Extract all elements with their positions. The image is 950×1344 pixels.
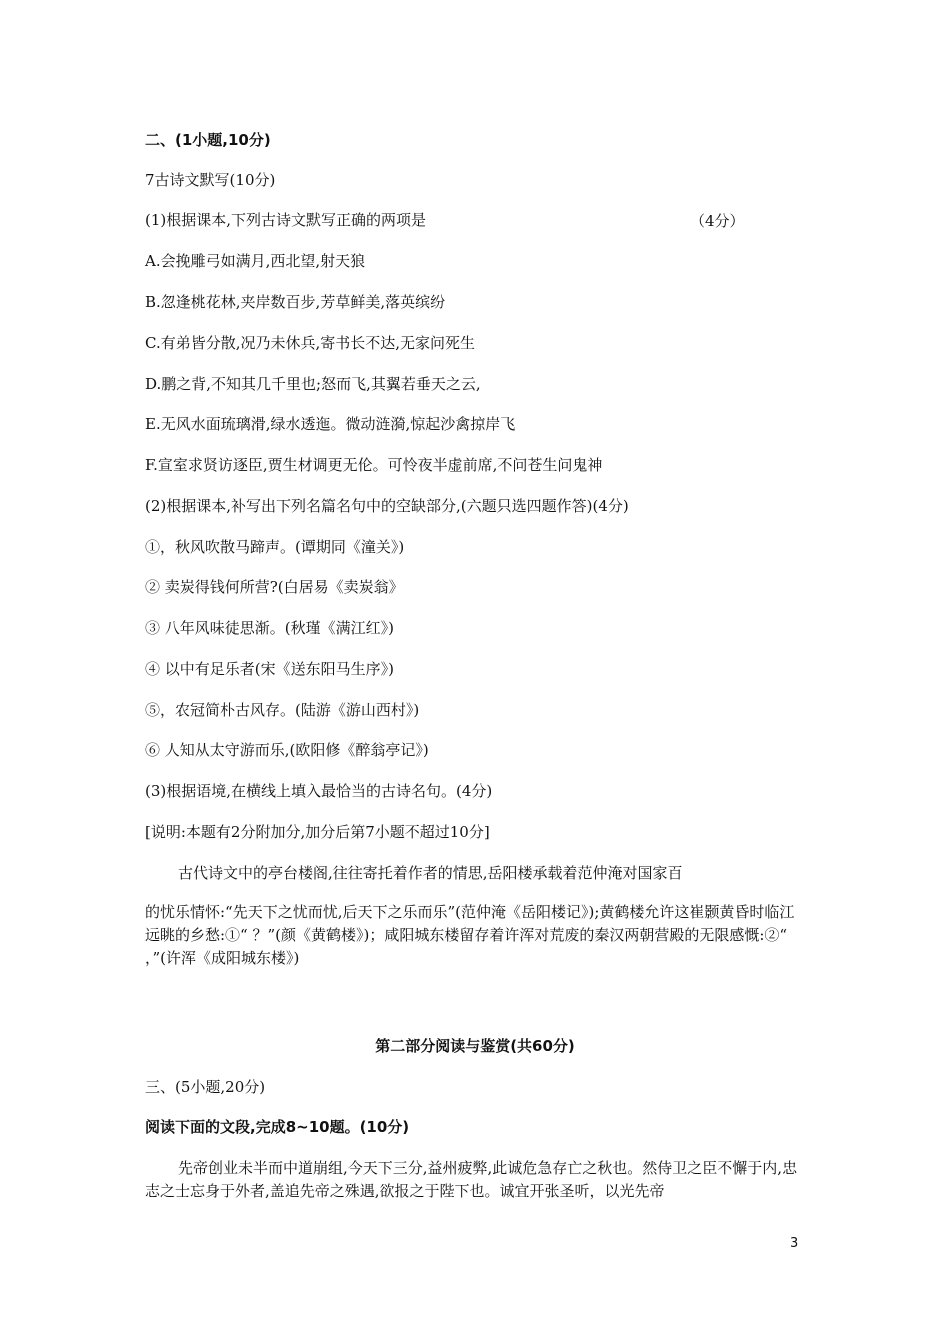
fill-item: ④ 以中有足乐者(宋《送东阳马生序》) xyxy=(145,660,394,678)
option-d: D.鹏之背,不知其几千里也;怒而飞,其翼若垂天之云, xyxy=(145,375,481,393)
option-a: A.会挽雕弓如满月,西北望,射天狼 xyxy=(145,252,366,270)
question-part-1: (1)根据课本,下列古诗文默写正确的两项是 xyxy=(145,211,427,229)
fill-item: ⑥ 人知从太守游而乐,(欧阳修《醉翁亭记》) xyxy=(145,741,429,759)
reading-passage: 先帝创业未半而中道崩组,今天下三分,益州疲弊,此诚危急存亡之秋也。然侍卫之臣不懈于内,忠志之士忘身于外者,盖追先帝之殊遇,欲报之于陛下也。诚宜开张圣听，以光先帝 xyxy=(145,1159,798,1200)
fill-item: ⑤，农冠简朴古风存。(陆游《游山西村》) xyxy=(145,701,420,719)
fill-item: ③ 八年风味徒思渐。(秋瑾《满江红》) xyxy=(145,619,394,637)
question-title: 7古诗文默写(10分) xyxy=(145,171,276,189)
section-header: 二、(1小题,10分) xyxy=(145,131,271,149)
reading-instruction: 阅读下面的文段,完成8~10题。(10分) xyxy=(145,1118,410,1136)
question-part-3: (3)根据语境,在横线上填入最恰当的古诗名句。(4分) xyxy=(145,782,493,800)
context-paragraph: 的忧乐情怀:“先天下之忧而忧,后天下之乐而乐”(范仲淹《岳阳楼记》);黄鹤楼允许这崔颢黄昏时临江远眺的乡愁:①“ ？”(颜《黄鹤楼》)；咸阳城东楼留存着许浑对荒废的秦汉两朝营殿的无限感慨:②“ ，”(许浑《成阳城东楼》) xyxy=(145,903,795,967)
section-header: 三、(5小题,20分) xyxy=(145,1078,266,1096)
option-e: E.无风水面琉璃滑,绿水透迤。微动涟漪,惊起沙禽掠岸飞 xyxy=(145,415,516,433)
context-line: 古代诗文中的亭台楼阁,往往寄托着作者的情思,岳阳楼承载着范仲淹对国家百 xyxy=(178,864,683,882)
option-c: C.有弟皆分散,况乃未休兵,寄书长不达,无家问死生 xyxy=(145,334,476,352)
question-part-2: (2)根据课本,补写出下列名篇名句中的空缺部分,(六题只选四题作答)(4分) xyxy=(145,497,629,515)
note: [说明:本题有2分附加分,加分后第7小题不超过10分] xyxy=(145,823,490,841)
part-title: 第二部分阅读与鉴赏(共60分) xyxy=(375,1037,575,1055)
page-number: 3 xyxy=(790,1236,799,1251)
option-f: F.宣室求贤访逐臣,贾生材调更无伦。可怜夜半虚前席,不问苍生问鬼神 xyxy=(145,456,603,474)
question-part-1-marks: （4分） xyxy=(690,212,745,230)
option-b: B.忽逢桃花林,夹岸数百步,芳草鲜美,落英缤纷 xyxy=(145,293,446,311)
fill-item: ①，秋风吹散马蹄声。(谭期同《潼关》) xyxy=(145,538,405,556)
fill-item: ② 卖炭得钱何所营?(白居易《卖炭翁》 xyxy=(145,578,404,596)
